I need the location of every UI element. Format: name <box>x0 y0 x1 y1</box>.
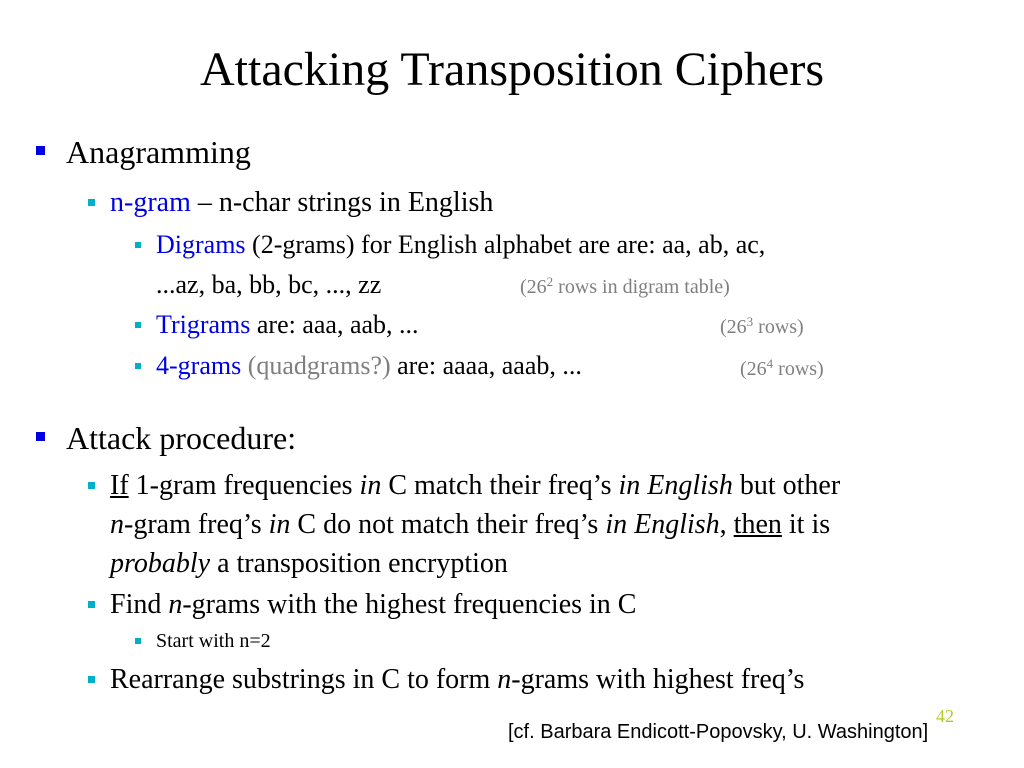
item-start-with: Start with n=2 <box>156 630 271 652</box>
text: Rearrange substrings in C to form <box>110 664 498 695</box>
text: , <box>719 509 734 540</box>
text: -grams with the highest frequencies in C <box>182 589 637 620</box>
item-digrams <box>156 229 765 261</box>
ngram-desc: – n-char strings in English <box>190 187 494 218</box>
bullet-square-icon <box>88 676 95 683</box>
text: a transposition encryption <box>210 548 508 579</box>
text: it is <box>781 509 831 540</box>
italic-probably: probably <box>110 548 211 579</box>
bullet-square-icon <box>135 638 141 644</box>
bullet-square-icon <box>88 601 95 608</box>
item-rearrange <box>110 663 804 697</box>
note-suffix: rows) <box>753 316 804 338</box>
note-exponent: 3 <box>746 313 754 329</box>
italic-n: n <box>110 509 124 540</box>
page-number: 42 <box>936 706 954 726</box>
italic-n: n <box>168 589 183 620</box>
text: C do not match their freq’s <box>290 509 606 540</box>
bullet-square-icon <box>36 432 45 441</box>
4grams-text: are: aaaa, aaab, ... <box>390 351 582 380</box>
word-if: If <box>110 470 129 501</box>
text: -grams with highest freq’s <box>511 664 805 695</box>
bullet-square-icon <box>36 146 45 155</box>
citation: [cf. Barbara Endicott-Popovsky, U. Washington] <box>508 721 929 743</box>
bullet-square-icon <box>135 322 141 328</box>
4grams-note <box>740 355 824 381</box>
italic-in: in <box>359 470 382 501</box>
italic-in-english: in English <box>618 470 733 501</box>
digrams-line2: ...az, ba, bb, bc, ..., zz <box>156 270 382 299</box>
heading-anagramming: Anagramming <box>66 134 251 170</box>
term-ngram: n-gram <box>110 187 191 218</box>
text: Find <box>110 589 169 620</box>
note-prefix: (26 <box>520 276 547 298</box>
trigrams-note <box>720 313 804 339</box>
slide-title: Attacking Transposition Ciphers <box>199 43 825 96</box>
note-suffix: rows in digram table) <box>553 276 730 298</box>
note-prefix: (26 <box>720 316 747 338</box>
term-4grams: 4-grams <box>156 351 242 380</box>
text: C match their freq’s <box>381 470 619 501</box>
term-digrams: Digrams <box>156 230 246 259</box>
bullet-square-icon <box>135 363 141 369</box>
italic-in: in <box>268 509 291 540</box>
note-prefix: (26 <box>740 358 767 380</box>
item-find-ngrams <box>110 588 636 622</box>
bullet-square-icon <box>88 482 95 489</box>
text: but other <box>732 470 841 501</box>
note-suffix: rows) <box>773 358 824 380</box>
digrams-note <box>520 273 730 299</box>
trigrams-text: are: aaa, aab, ... <box>250 310 419 339</box>
item-digrams-line2 <box>156 269 381 301</box>
bullet-square-icon <box>135 242 141 248</box>
item-trigrams <box>156 309 419 341</box>
note-exponent: 2 <box>546 273 554 289</box>
heading-attack-procedure: Attack procedure: <box>66 420 297 456</box>
bullet-square-icon <box>88 199 95 206</box>
note-exponent: 4 <box>766 355 774 371</box>
italic-in-english: in English <box>605 509 720 540</box>
text: 1-gram frequencies <box>128 470 360 501</box>
item-ngram <box>110 186 493 220</box>
term-trigrams: Trigrams <box>156 310 251 339</box>
item-if-line1 <box>110 469 840 503</box>
item-if-line2 <box>110 508 830 542</box>
digrams-line1: (2-grams) for English alphabet are are: aa, ab, ac, <box>245 230 766 259</box>
quadgrams-alt: (quadgrams?) <box>241 351 391 380</box>
italic-n: n <box>497 664 512 695</box>
text: -gram freq’s <box>124 509 269 540</box>
word-then: then <box>733 509 782 540</box>
item-if-line3 <box>110 547 508 581</box>
item-4grams <box>156 350 582 382</box>
